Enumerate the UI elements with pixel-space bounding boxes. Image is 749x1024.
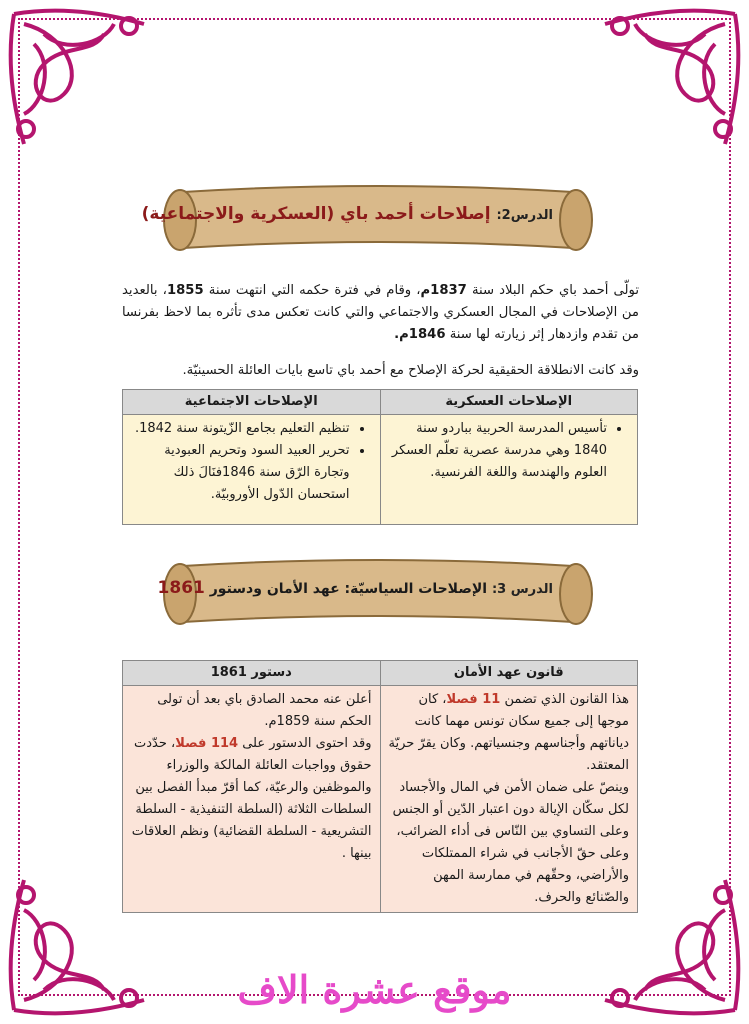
corner-ornament <box>4 4 154 154</box>
military-item: • تأسيس المدرسة الحربية بباردو سنة 1840 وهي مدرسة عصرية تعلّم العسكر العلوم والهندسة واللغة الفرنسية. <box>389 418 608 484</box>
lesson-title: إصلاحات أحمد باي (العسكرية والاجتماعية) <box>141 204 491 224</box>
lesson3-scroll-banner <box>158 552 598 636</box>
header-constitution: دستور 1861 <box>123 661 381 686</box>
intro-paragraph-2: وقد كانت الانطلاقة الحقيقية لحركة الإصلاح مع أحمد باي تاسع بايات العائلة الحسينيّة. <box>182 363 639 378</box>
lesson-label: الدرس2: <box>496 208 553 223</box>
corner-ornament <box>595 4 745 154</box>
lesson-label: الدرس 3: <box>491 582 553 597</box>
header-aman: قانون عهد الأمان <box>380 661 638 686</box>
site-watermark: موقع عشرة الاف <box>237 967 512 1012</box>
political-reforms-table <box>122 660 638 913</box>
lesson-title: الإصلاحات السياسيّة: عهد الأمان ودستور 1861 <box>157 578 488 598</box>
constitution-cell: أعلن عنه محمد الصادق باي بعد أن تولى الحكم سنة 1859م. وقد احتوى الدستور على 114 فصلا، حدّدت حقوق وواجبات العائلة المالكة والوزراء والموظفين والرعيّة، كما أقرّ مبدأ الفصل بين السلطات الثلاثة (السلطة التنفيذية - السلطة التشريعية - السلطة القضائية) ونظم العلاقات بينها . <box>123 686 381 913</box>
lesson2-scroll-banner <box>141 178 598 262</box>
header-social: الإصلاحات الاجتماعية <box>123 390 381 415</box>
intro-paragraph: تولّى أحمد باي حكم البلاد سنة 1837م، وقام في فترة حكمه التي انتهت سنة 1855، بالعديد من الإصلاحات في المجال العسكري والاجتماعي والتي كانت تعكس مدى تأثره بما لاحظ بفرنسا من تقدم وازدهار إثر زيارته لها سنة 1846م. <box>122 283 639 342</box>
aman-cell: هذا القانون الذي تضمن 11 فصلا، كان موجها إلى جميع سكان تونس مهما كانت دياناتهم وأجناسهم وجنسياتهم. وكان يقرّ حريّة المعتقد. وينصّ على ضمان الأمن في المال والأجساد لكل سكّان الإيالة دون اعتبار الدّين أو الجنس وعلى التساوي بين النّاس فى أداء الضرائب، وعلى حقّ الأجانب في شراء الممتلكات والأراضي، وحقّهم في ممارسة المهن والصّنائع والحرف. <box>380 686 638 913</box>
reforms-table <box>122 389 638 525</box>
social-item: • تنظيم التعليم بجامع الزّيتونة سنة 1842. <box>131 418 350 440</box>
social-item: • تحرير العبيد السود وتحريم العبودية وتجارة الرّق سنة 1846فنَالَ ذلك استحسان الدّول الأوروبيّة. <box>131 440 350 506</box>
header-military: الإصلاحات العسكرية <box>380 390 638 415</box>
